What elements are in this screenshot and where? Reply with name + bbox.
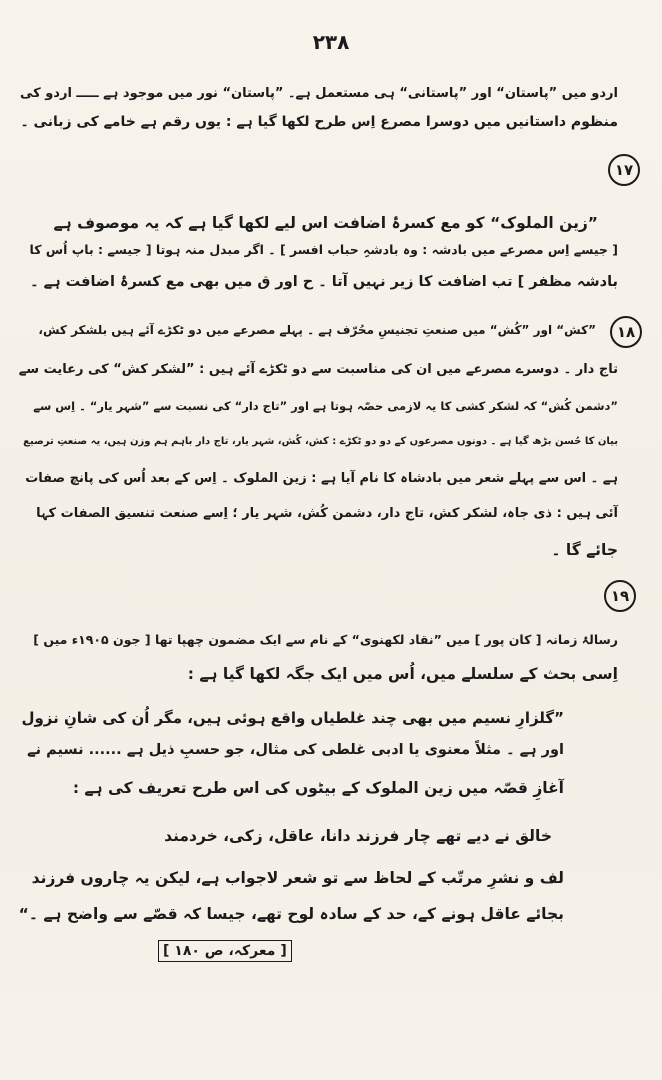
section-number-18: ۱۸: [610, 316, 642, 348]
text-line: آئی ہیں : ذی جاہ، لشکر کش، تاج دار، دشمن کُش، شہر یار ؛ اِسے صنعت تنسیق الصفات کہا: [36, 506, 618, 521]
quote-line: آغازِ قصّہ میں زین الملوک کے بیٹوں کی اس طرح تعریف کی ہے :: [72, 779, 564, 797]
quote-line: اور ہے ۔ مثلاً معنوی یا ادبی غلطی کی مثال، جو حسبِ ذیل ہے ...... نسیم نے: [27, 742, 564, 758]
text-line: اِسی بحث کے سلسلے میں، اُس میں ایک جگہ لکھا گیا ہے :: [187, 665, 618, 683]
page-number: ۲۳۸: [312, 30, 350, 54]
text-line: ”زین الملوک“ کو مع کسرۂ اضافت اس لیے لکھا گیا ہے کہ یہ موصوف ہے: [53, 214, 598, 232]
text-line: بیان کا حُسن بڑھ گیا ہے ۔ دونوں مصرعوں کے دو دو ٹکڑے : کش، کُش، شہر یار، تاج دار باہم ہم وزن ہیں، یہ صنعتِ ترصیع: [23, 436, 618, 447]
text-line: منظوم داستانیں میں دوسرا مصرع اِس طرح لکھا گیا ہے : یوں رقم ہے خامے کی زبانی ۔: [20, 114, 618, 130]
text-line: رسالۂ زمانہ [ کان پور ] میں ”نقاد لکھنوی“ کے نام سے ایک مضمون چھپا تھا [ جون ۱۹۰۵ء میں ]: [33, 632, 618, 647]
section-number-19: ۱۹: [604, 580, 636, 612]
quote-line: بجائے عاقل ہونے کے، حد کے سادہ لوح تھے، جیسا کہ قصّے سے واضح ہے ۔“: [18, 905, 564, 923]
text-line: بادشہ مظفر ] تب اضافت کا زیر نہیں آتا ۔ ح اور ق میں بھی مع کسرۂ اضافت ہے ۔: [30, 274, 618, 290]
text-line: اردو میں ”پاستان“ اور ”پاستانی“ ہی مستعمل ہے۔ ”پاستان“ نور میں موجود ہے ـــــ اردو کی: [19, 86, 618, 101]
quote-line: لف و نشرِ مرتّب کے لحاظ سے تو شعر لاجواب ہے، لیکن یہ چاروں فرزند: [31, 869, 564, 887]
section-number-17: ۱۷: [608, 154, 640, 186]
text-line: ہے ۔ اس سے پہلے شعر میں بادشاہ کا نام آیا ہے : زین الملوک ۔ اِس کے بعد اُس کی پانچ صفات: [25, 471, 618, 486]
verse-line: خالق نے دیے تھے چار فرزند دانا، عاقل، زکی، خردمند: [164, 827, 552, 845]
text-line: ”دشمن کُش“ کہ لشکر کشی کا یہ لازمی حصّہ ہوتا ہے اور ”تاج دار“ کی نسبت سے ”شہر یار“ ۔ اِس سے: [33, 399, 618, 413]
text-line: ”کش“ اور ”کُش“ میں صنعتِ تجنیسِ محُرّف ہے ۔ پہلے مصرعے میں دو ٹکڑے آئے ہیں بلشکر کش،: [38, 323, 596, 337]
text-line: جائے گا ۔: [551, 541, 618, 559]
text-line: [ جیسے اِس مصرعے میں بادشہ : وہ بادشہِ حباب افسر ] ۔ اگر مبدل منہ ہوتا [ جیسے : باپ اُس کا: [29, 242, 618, 257]
quote-line: ”گلزارِ نسیم میں بھی چند غلطیاں واقع ہوئی ہیں، مگر اُن کی شانِ نزول: [21, 709, 564, 727]
citation: [ معرکہ، ص ۱۸۰ ]: [158, 940, 292, 962]
text-line: تاج دار ۔ دوسرے مصرعے میں ان کی مناسبت سے دو ٹکڑے آئے ہیں : ”لشکر کش“ کی رعایت سے: [18, 362, 618, 377]
